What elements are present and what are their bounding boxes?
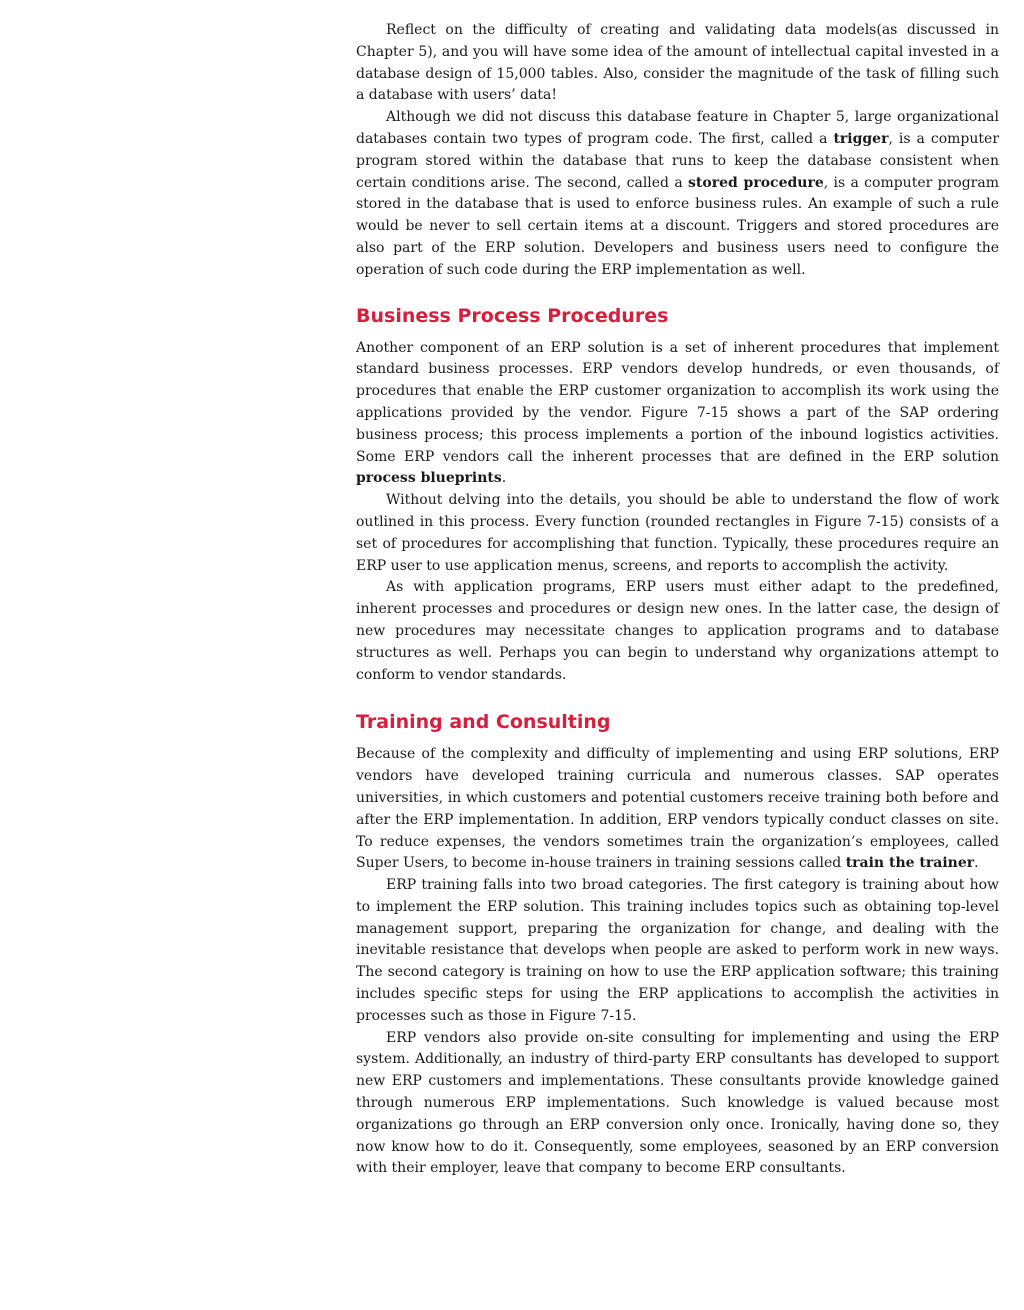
term-process-blueprints: process blueprints [356,470,502,487]
paragraph-erp-procedures: Another component of an ERP solution is a set of inherent procedures that implement standard business processes. ERP vendors develop hundreds, or even thousands, of procedures that enable the ERP customer organization to accomplish its work using the applications provided by the vendor. Figure 7-15 shows a part of the SAP ordering business process; this process implements a portion of the inbound logistics activities. Some ERP vendors call the inherent processes that are defined in the ERP solution process blueprints. [356,339,999,487]
heading-business-process-procedures: Business Process Procedures [356,304,669,327]
page-body [356,20,999,1180]
paragraph-adapt-or-design: As with application programs, ERP users must either adapt to the predefined, inherent processes and procedures or design new ones. In the latter case, the design of new procedures may necessitate changes to application programs and to database structures as well. Perhaps you can begin to understand why organizations attempt to conform to vendor standards. [356,579,999,683]
paragraph-triggers: Although we did not discuss this database feature in Chapter 5, large organizational databases contain two types of program code. The first, called a trigger, is a computer program stored within the database that runs to keep the database consistent when certain conditions arise. The second, called a stored procedure, is a computer program stored in the database that is used to enforce business rules. An example of such a rule would be never to sell certain items at a discount. Triggers and stored procedures are also part of the ERP solution. Developers and business users need to configure the operation of such code during the ERP implementation as well. [356,109,1000,278]
paragraph-reflect: Reflect on the difficulty of creating and validating data models(as discussed in Chapter 5), and you will have some idea of the amount of intellectual capital invested in a database design of 15,000 tables. Also, consider the magnitude of the task of filling such a database with users’ data! [356,22,999,104]
term-stored-procedure: stored procedure [688,174,824,191]
paragraph-training-categories: ERP training falls into two broad categories. The first category is training about how to implement the ERP solution. This training includes topics such as obtaining top-level management support, preparing the organization for change, and dealing with the inevitable resistance that develops when people are asked to perform work in new ways. The second category is training on how to use the ERP application software; this training includes specific steps for using the ERP applications to accomplish the activities in processes such as those in Figure 7-15. [356,877,999,1024]
paragraph-consulting: ERP vendors also provide on-site consulting for implementing and using the ERP system. Additionally, an industry of third-party ERP consultants has developed to support new ERP customers and implementations. These consultants provide knowledge gained through numerous ERP implementations. Such knowledge is valued because most organizations go through an ERP conversion only once. Ironically, having done so, they now know how to do it. Consequently, some employees, seasoned by an ERP conversion with their employer, leave that company to become ERP consultants. [356,1029,999,1177]
paragraph-flow-of-work: Without delving into the details, you should be able to understand the flow of work outlined in this process. Every function (rounded rectangles in Figure 7-15) consists of a set of procedures for accomplishing that function. Typically, these procedures require an ERP user to use application menus, screens, and reports to accomplish the activity. [356,492,999,574]
term-train-the-trainer: train the trainer [845,855,975,872]
paragraph-training-curricula: Because of the complexity and difficulty of implementing and using ERP solutions, ERP vendors have developed training curricula and numerous classes. SAP operates universities, in which customers and potential customers receive training both before and after the ERP implementation. In addition, ERP vendors typically conduct classes on site. To reduce expenses, the vendors sometimes train the organization’s employees, called Super Users, to become in-house trainers in training sessions called train the trainer. [356,746,999,872]
heading-training-and-consulting: Training and Consulting [356,711,611,734]
term-trigger: trigger [833,130,889,147]
